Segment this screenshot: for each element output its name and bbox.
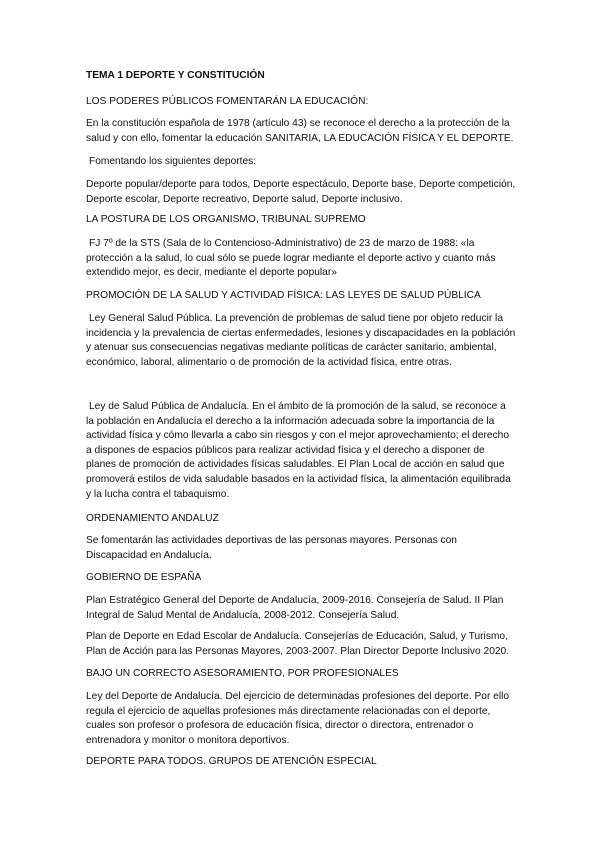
heading-deporte-para-todos: DEPORTE PARA TODOS. GRUPOS DE ATENCIÓN ESPECIAL	[86, 756, 377, 767]
heading-promocion-salud: PROMOCIÓN DE LA SALUD Y ACTIVIDAD FÍSICA: LAS LEYES DE SALUD PÚBLICA	[86, 290, 481, 301]
heading-asesoramiento: BAJO UN CORRECTO ASESORAMIENTO, POR PROFESIONALES	[86, 668, 399, 679]
paragraph-fomentando: Fomentando los siguientes deportes:	[89, 156, 257, 167]
paragraph-constitucion: En la constitución española de 1978 (artículo 43) se reconoce el derecho a la protección de la salud y con ello, fomentar la educación SANITARIA, LA EDUCACIÓN FÍSICA Y EL DEPORTE.	[86, 118, 514, 144]
paragraph-ley-salud-andalucia: Ley de Salud Pública de Andalucía. En el ámbito de la promoción de la salud, se reconoce a la población en Andalucía el derecho a la información adecuada sobre la importancia de la actividad física y cómo llevarla a cabo sin riesgos y con el mejor aprovechamiento; el derecho a dispones de espacios públicos para realizar actividad física y el derecho a disponer de planes de promoción de actividades físicas saludables. El Plan Local de acción en salud que promoverá estilos de vida saludable basados en la actividad física, la alimentación equilibrada y la lucha contra el tabaquismo.	[86, 401, 511, 500]
paragraph-ley-deporte: Ley del Deporte de Andalucía. Del ejercicio de determinadas profesiones del deporte. Por ello regula el ejercicio de aquellas profesiones más directamente relacionadas con el deporte, cuales son profesor o profesora de educación física, director o directora, entrenador o entrenadora y monitor o monitora deportivos.	[86, 691, 510, 746]
heading-ordenamiento-andaluz: ORDENAMIENTO ANDALUZ	[86, 513, 219, 524]
paragraph-deportes-list: Deporte popular/deporte para todos, Deporte espectáculo, Deporte base, Deporte competición, Deporte escolar, Deporte recreativo, Deporte salud, Deporte inclusivo.	[86, 179, 516, 205]
paragraph-plan-estrategico: Plan Estratégico General del Deporte de Andalucía, 2009-2016. Consejería de Salud. II Plan Integral de Salud Mental de Andalucía, 2008-2012. Consejería Salud.	[86, 595, 504, 621]
paragraph-ley-general-salud: Ley General Salud Pública. La prevención de problemas de salud tiene por objeto reducir la incidencia y la prevalencia de ciertas enfermedades, lesiones y discapacidades en la población y atenuar sus consecuencias negativas mediante políticas de carácter sanitario, ambiental, económico, laboral, alimentario o de promoción de la actividad física, entre otras.	[86, 313, 516, 368]
document-title: TEMA 1 DEPORTE Y CONSTITUCIÓN	[86, 70, 265, 81]
paragraph-plan-deporte-escolar: Plan de Deporte en Edad Escolar de Andalucía. Consejerías de Educación, Salud, y Turismo, Plan de Acción para las Personas Mayores, 2003-2007. Plan Director Deporte Inclusivo 2020.	[86, 631, 510, 657]
paragraph-sts: FJ 7º de la STS (Sala de lo Contencioso-Administrativo) de 23 de marzo de 1988: «la protección a la salud, lo cual sólo se puede lograr mediante el deporte activo y cuanto más extendido mejor, es decir, mediante el deporte popular»	[86, 238, 496, 279]
paragraph-ordenamiento: Se fomentarán las actividades deportivas de las personas mayores. Personas con Discapacidad en Andalucía.	[86, 535, 457, 561]
heading-tribunal-supremo: LA POSTURA DE LOS ORGANISMO, TRIBUNAL SUPREMO	[86, 214, 366, 225]
heading-poderes-publicos: LOS PODERES PÚBLICOS FOMENTARÁN LA EDUCACIÓN:	[86, 96, 369, 107]
heading-gobierno-espana: GOBIERNO DE ESPAÑA	[86, 572, 202, 583]
